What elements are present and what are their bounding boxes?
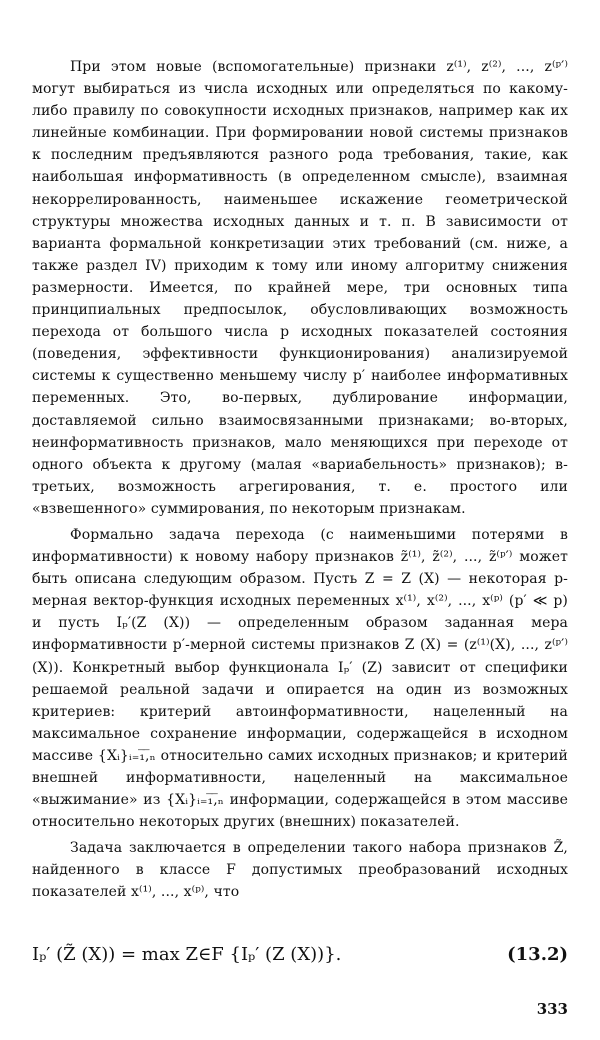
equation-number: (13.2) [507, 944, 568, 965]
paragraph-3: Задача заключается в определении такого набора признаков Z̃, найденного в классе F допустимых преобразований исходных показателей x⁽¹⁾, ..., x⁽ᵖ⁾, что [32, 840, 568, 901]
page-number: 333 [536, 1000, 568, 1018]
equation-expression: Iₚ′ (Z̃ (X)) = max Z∈F {Iₚ′ (Z (X))}. [32, 944, 342, 965]
paragraph-1: При этом новые (вспомогательные) признаки z⁽¹⁾, z⁽²⁾, ..., z⁽ᵖ′⁾ могут выбираться из числа исходных или определяться по какому-либо правилу по совокупности исходных признаков, например как их линейные комбинации. При формировании новой системы признаков к последним предъявляются разного рода требования, такие, как наибольшая информативность (в определенном смысле), взаимная некоррелированность, наименьшее искажение геометрической структуры множества исходных данных и т. п. В зависимости от варианта формальной конкретизации этих требований (см. ниже, а также раздел IV) приходим к тому или иному алгоритму снижения размерности. Имеется, по крайней мере, три основных типа принципиальных предпосылок, обусловливающих возможность перехода от большого числа p исходных показателей состояния (поведения, эффективности функционирования) анализируемой системы к существенно меньшему числу p′ наиболее информативных переменных. Это, во-первых, дублирование информации, доставляемой сильно взаимосвязанными признаками; во-вторых, неинформативность признаков, мало меняющихся при переходе от одного объекта к другому (малая «вариабельность» признаков); в-третьих, возможность агрегирования, т. е. простого или «взвешенного» суммирования, по некоторым признакам. [32, 59, 568, 517]
paragraph-2: Формально задача перехода (с наименьшими потерями в информативности) к новому набору признаков z̃⁽¹⁾, z̃⁽²⁾, ..., z̃⁽ᵖ′⁾ может быть описана следующим образом. Пусть Z = Z (X) — некоторая p-мерная вектор-функция исходных переменных x⁽¹⁾, x⁽²⁾, ..., x⁽ᵖ⁾ (p′ ≪ p) и пусть Iₚ′(Z (X)) — определенным образом заданная мера информативности p′-мерной системы признаков Z (X) = (z⁽¹⁾(X), ..., z⁽ᵖ′⁾ (X)). Конкретный выбор функционала Iₚ′ (Z) зависит от специфики решаемой реальной задачи и опирается на один из возможных критериев: критерий автоинформативности, нацеленный на максимальное сохранение информации, содержащейся в исходном массиве {Xᵢ}ᵢ₌₁̅,̅ₙ относительно самих исходных признаков; и критерий внешней информативности, нацеленный на максимальное «выжимание» из {Xᵢ}ᵢ₌₁̅,̅ₙ информации, содержащейся в этом массиве относительно некоторых других (внешних) показателей. [32, 526, 568, 831]
body-text [32, 56, 568, 908]
equation-13-2 [32, 944, 568, 978]
